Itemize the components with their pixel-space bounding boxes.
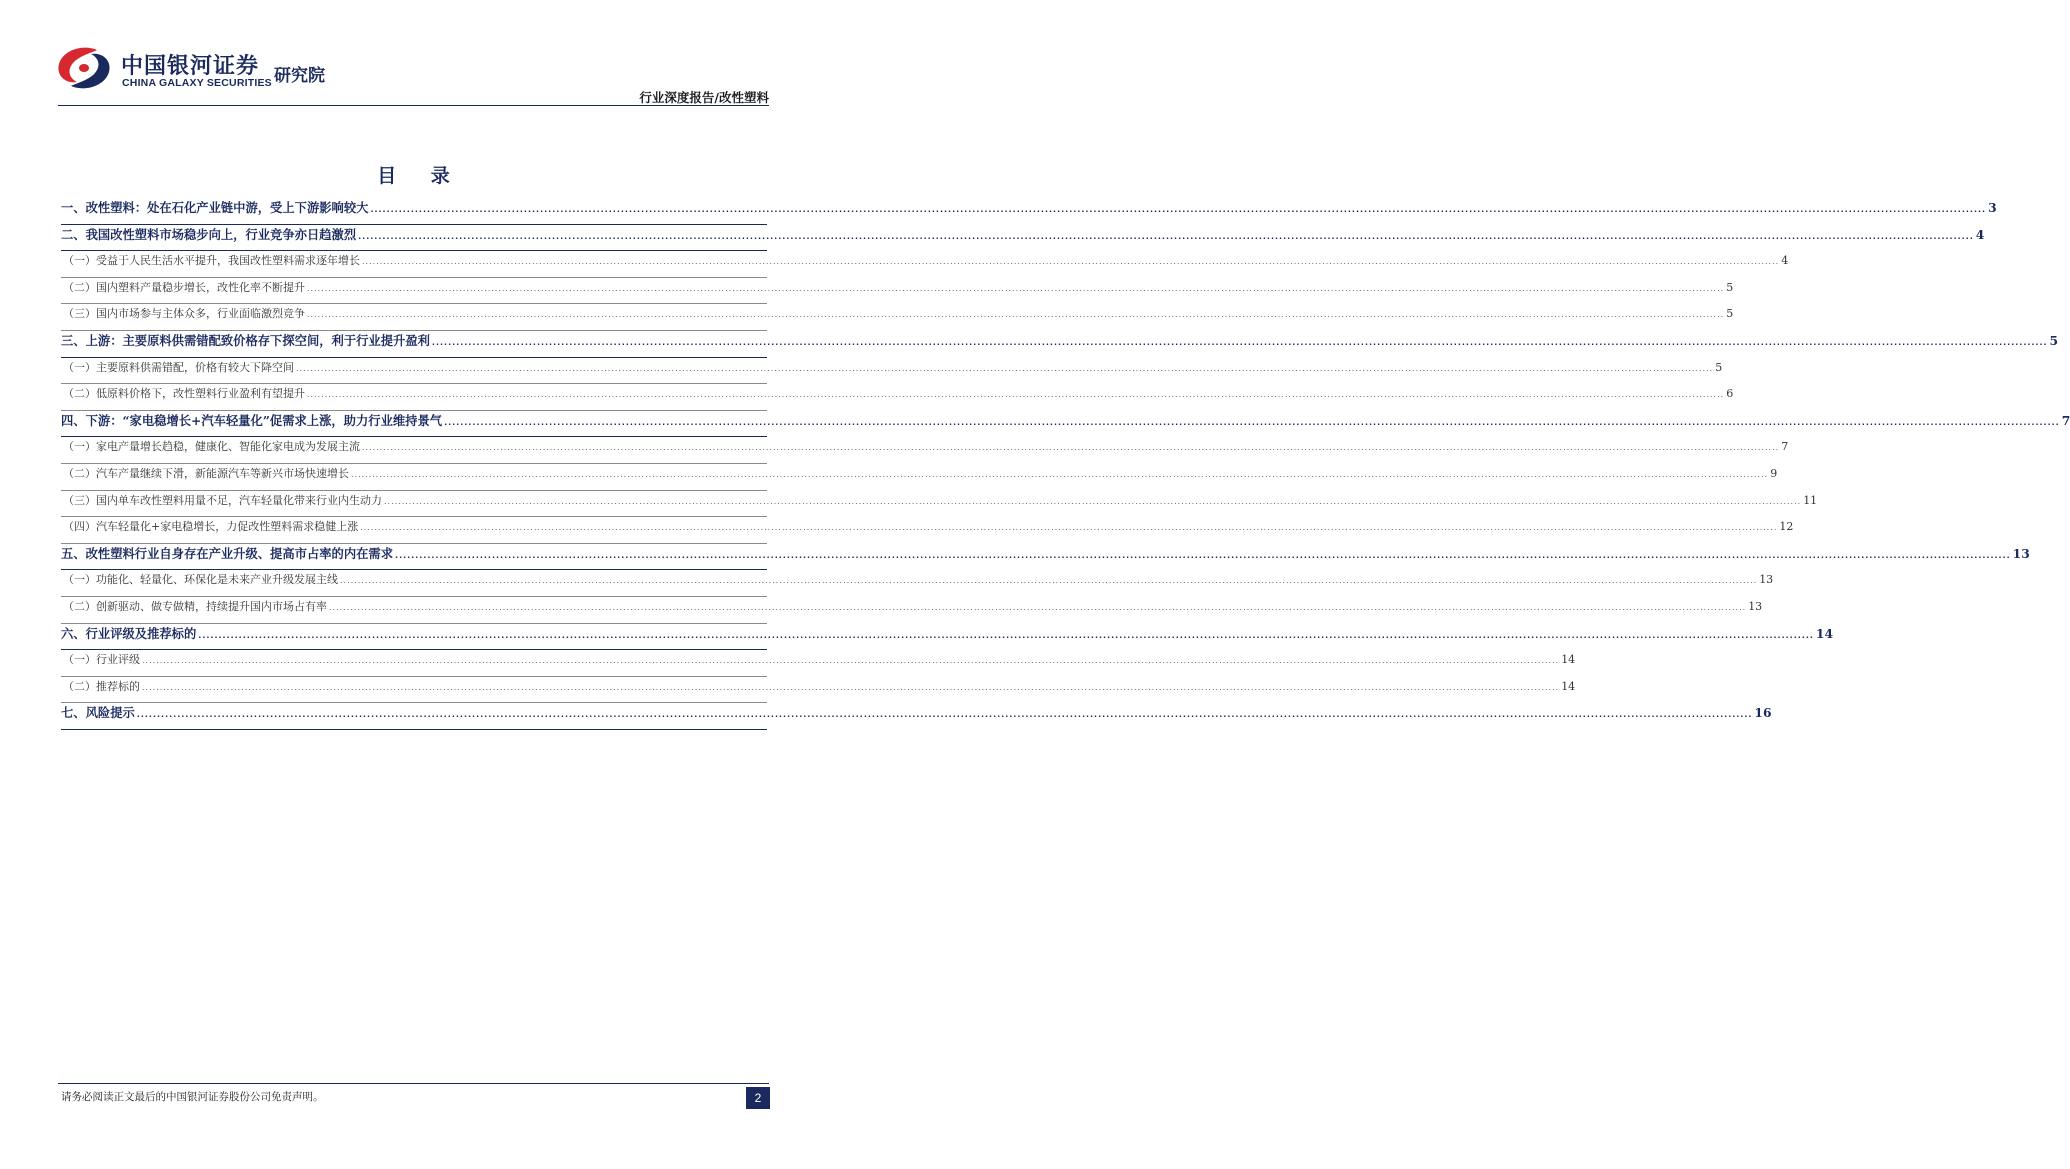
toc-page-number: 7 bbox=[2061, 412, 2070, 428]
toc-entry-text: 六、行业评级及推荐标的 bbox=[61, 625, 197, 641]
toc-section-entry[interactable] bbox=[61, 624, 1834, 651]
galaxy-logo-icon bbox=[53, 44, 115, 92]
toc-entry-text: （三）国内市场参与主体众多，行业面临激烈竞争 bbox=[63, 307, 305, 321]
toc-entry-text: （二）创新驱动、做专做精，持续提升国内市场占有率 bbox=[63, 599, 327, 613]
toc-entry-text: 七、风险提示 bbox=[61, 705, 135, 721]
toc-leader-dots: ................................................................................................................................................................................................................................................................................................................................................................................................................ bbox=[362, 257, 1780, 267]
toc-page-number: 7 bbox=[1781, 440, 1789, 454]
toc-subsection-entry[interactable] bbox=[61, 517, 1794, 544]
toc-subsection-entry[interactable] bbox=[61, 358, 1723, 385]
footer-divider bbox=[58, 1083, 769, 1084]
toc-leader-dots: ................................................................................................................................................................................................................................................................................................................................................................................................................ bbox=[307, 310, 1725, 320]
toc-subsection-entry[interactable] bbox=[61, 464, 1778, 491]
toc-leader-dots: ................................................................................................................................................................................................................................................................................................................................................................................................................ bbox=[384, 496, 1802, 506]
toc-page-number: 14 bbox=[1561, 679, 1576, 693]
toc-section-entry[interactable] bbox=[61, 703, 1772, 730]
toc-leader-dots: ................................................................................................................................................................................................................................................................................................................................................................................................................ bbox=[444, 417, 2060, 427]
toc-subsection-entry[interactable] bbox=[61, 597, 1763, 624]
toc-page-number: 4 bbox=[1781, 254, 1789, 268]
toc-entry-text: （三）国内单车改性塑料用量不足，汽车轻量化带来行业内生动力 bbox=[63, 493, 382, 507]
toc-leader-dots: ................................................................................................................................................................................................................................................................................................................................................................................................................ bbox=[431, 337, 2048, 347]
toc-entry-text: （二）汽车产量继续下滑，新能源汽车等新兴市场快速增长 bbox=[63, 466, 349, 480]
toc-page-number: 3 bbox=[1988, 200, 1997, 215]
toc-page-number: 6 bbox=[1726, 387, 1734, 401]
toc-page-number: 5 bbox=[1726, 280, 1734, 294]
toc-section-entry[interactable] bbox=[61, 198, 1997, 225]
footer-disclaimer: 请务必阅读正文最后的中国银河证券股份公司免责声明。 bbox=[61, 1091, 324, 1103]
toc-page-number: 5 bbox=[1726, 307, 1734, 321]
toc-leader-dots: ................................................................................................................................................................................................................................................................................................................................................................................................................ bbox=[395, 550, 2011, 560]
toc-entry-text: （一）家电产量增长趋稳，健康化、智能化家电成为发展主流 bbox=[63, 440, 360, 454]
toc-entry-text: 一、改性塑料：处在石化产业链中游，受上下游影响较大 bbox=[61, 200, 369, 215]
table-of-contents bbox=[61, 198, 2070, 730]
toc-page-number: 5 bbox=[2049, 332, 2059, 348]
toc-page-number: 11 bbox=[1803, 493, 1818, 507]
toc-page-number: 16 bbox=[1754, 705, 1772, 721]
toc-leader-dots: ................................................................................................................................................................................................................................................................................................................................................................................................................ bbox=[198, 630, 1814, 640]
toc-entry-text: （二）国内塑料产量稳步增长，改性化率不断提升 bbox=[63, 280, 305, 294]
toc-leader-dots: ................................................................................................................................................................................................................................................................................................................................................................................................................ bbox=[307, 283, 1725, 293]
toc-page-number: 13 bbox=[1748, 599, 1763, 613]
toc-section-entry[interactable] bbox=[61, 544, 2030, 571]
toc-entry-text: （二）低原料价格下，改性塑料行业盈利有望提升 bbox=[63, 387, 305, 401]
toc-page-number: 5 bbox=[1715, 360, 1723, 374]
toc-subsection-entry[interactable] bbox=[61, 570, 1774, 597]
toc-page-number: 13 bbox=[1759, 573, 1774, 587]
header-divider bbox=[58, 105, 769, 106]
toc-entry-text: （一）行业评级 bbox=[63, 653, 140, 667]
institute-label: 研究院 bbox=[274, 66, 325, 86]
toc-leader-dots: ................................................................................................................................................................................................................................................................................................................................................................................................................ bbox=[370, 205, 1987, 214]
toc-subsection-entry[interactable] bbox=[61, 437, 1789, 464]
toc-leader-dots: ................................................................................................................................................................................................................................................................................................................................................................................................................ bbox=[307, 390, 1725, 400]
toc-page-number: 14 bbox=[1561, 653, 1576, 667]
toc-section-entry[interactable] bbox=[61, 225, 1985, 252]
toc-leader-dots: ................................................................................................................................................................................................................................................................................................................................................................................................................ bbox=[362, 443, 1780, 453]
toc-entry-text: （一）功能化、轻量化、环保化是未来产业升级发展主线 bbox=[63, 573, 338, 587]
toc-leader-dots: ................................................................................................................................................................................................................................................................................................................................................................................................................ bbox=[142, 656, 1560, 666]
toc-leader-dots: ................................................................................................................................................................................................................................................................................................................................................................................................................ bbox=[142, 682, 1560, 692]
toc-section-entry[interactable] bbox=[61, 411, 2070, 438]
toc-entry-text: （四）汽车轻量化+家电稳增长，力促改性塑料需求稳健上涨 bbox=[63, 520, 359, 534]
toc-leader-dots: ................................................................................................................................................................................................................................................................................................................................................................................................................ bbox=[351, 469, 1769, 479]
brand-name-cn: 中国银河证券 bbox=[121, 54, 260, 79]
page-number: 2 bbox=[746, 1087, 770, 1109]
toc-entry-text: 三、上游：主要原料供需错配致价格存下探空间，利于行业提升盈利 bbox=[61, 332, 430, 348]
toc-entry-text: 五、改性塑料行业自身存在产业升级、提高市占率的内在需求 bbox=[61, 545, 394, 561]
toc-page-number: 13 bbox=[2012, 545, 2030, 561]
toc-subsection-entry[interactable] bbox=[61, 304, 1734, 331]
toc-subsection-entry[interactable] bbox=[61, 491, 1818, 518]
toc-leader-dots: ................................................................................................................................................................................................................................................................................................................................................................................................................ bbox=[360, 523, 1778, 533]
toc-page-number: 4 bbox=[1975, 226, 1985, 242]
toc-page-number: 9 bbox=[1770, 466, 1778, 480]
toc-title: 目 录 bbox=[377, 165, 464, 187]
toc-leader-dots: ................................................................................................................................................................................................................................................................................................................................................................................................................ bbox=[296, 363, 1714, 373]
toc-subsection-entry[interactable] bbox=[61, 677, 1576, 704]
toc-subsection-entry[interactable] bbox=[61, 650, 1576, 677]
toc-entry-text: 二、我国改性塑料市场稳步向上，行业竞争亦日趋激烈 bbox=[61, 226, 357, 242]
toc-leader-dots: ................................................................................................................................................................................................................................................................................................................................................................................................................ bbox=[136, 710, 1753, 720]
toc-entry-text: 四、下游：“家电稳增长+汽车轻量化”促需求上涨，助力行业维持景气 bbox=[61, 412, 443, 428]
toc-leader-dots: ................................................................................................................................................................................................................................................................................................................................................................................................................ bbox=[358, 231, 1974, 241]
toc-subsection-entry[interactable] bbox=[61, 384, 1734, 411]
toc-subsection-entry[interactable] bbox=[61, 251, 1789, 278]
toc-page-number: 14 bbox=[1815, 625, 1834, 641]
brand-name-en: CHINA GALAXY SECURITIES bbox=[122, 77, 272, 89]
report-type: 行业深度报告/改性塑料 bbox=[639, 90, 769, 105]
toc-page-number: 12 bbox=[1779, 520, 1794, 534]
toc-subsection-entry[interactable] bbox=[61, 278, 1734, 305]
toc-leader-dots: ................................................................................................................................................................................................................................................................................................................................................................................................................ bbox=[340, 576, 1758, 586]
toc-entry-text: （一）受益于人民生活水平提升，我国改性塑料需求逐年增长 bbox=[63, 254, 360, 268]
toc-entry-text: （二）推荐标的 bbox=[63, 679, 140, 693]
toc-leader-dots: ................................................................................................................................................................................................................................................................................................................................................................................................................ bbox=[329, 602, 1747, 612]
toc-section-entry[interactable] bbox=[61, 331, 2059, 358]
toc-entry-text: （一）主要原料供需错配，价格有较大下降空间 bbox=[63, 360, 294, 374]
